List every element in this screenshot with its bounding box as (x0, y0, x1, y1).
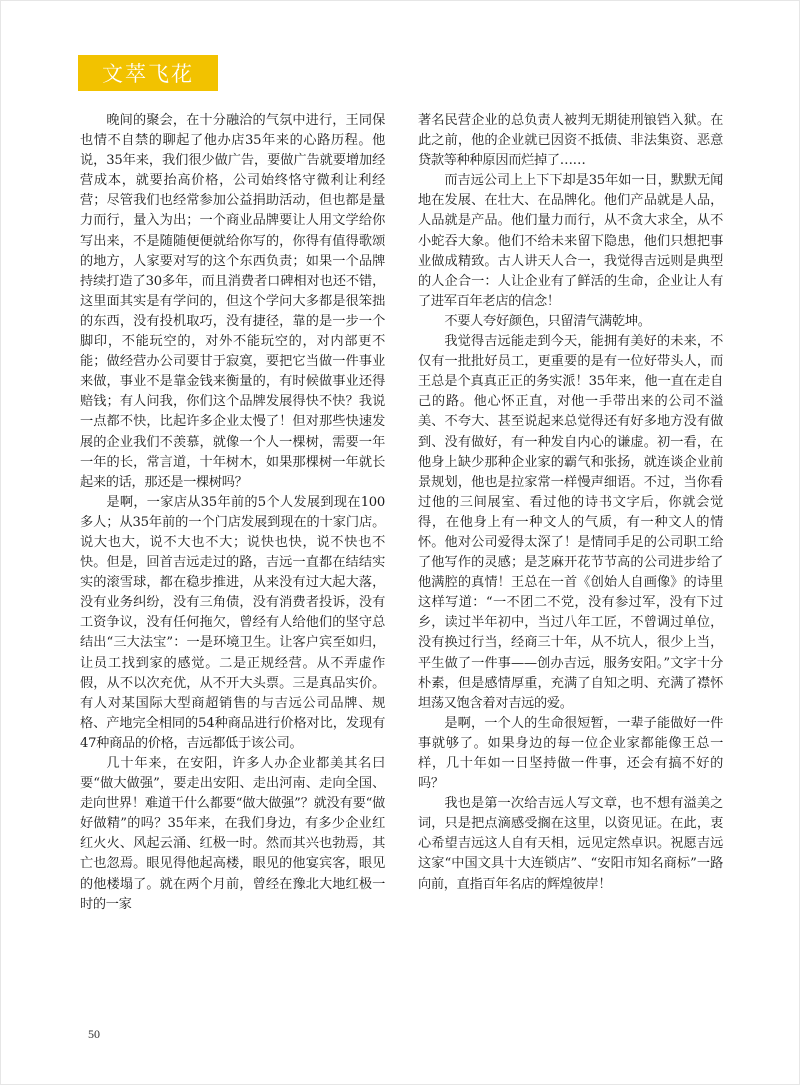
article-right-column (418, 111, 723, 895)
paragraph: 而吉远公司上上下下却是35年如一日，默默无闻地在发展、在壮大、在品牌化。他们产品就是人品，人品就是产品。他们量力而行，从不贪大求全，从不小蛇吞大象。他们不给未来留下隐患，他们只想把事业做成精致。古人讲天人合一，我觉得吉远则是典型的人企合一：人让企业有了鲜活的生命，企业让人有了进军百年老店的信念！ (418, 173, 723, 309)
page-number: 50 (88, 1027, 100, 1041)
paragraph: 我觉得吉远能走到今天，能拥有美好的未来，不仅有一批批好员工，更重要的是有一位好带头人，而王总是个真真正正的务实派！35年来，他一直在走自己的路。他心怀正直，对他一手带出来的公司不溢美、不夸大、甚至说起来总觉得还有好多地方没有做到、没有做好，有一种发自内心的谦虚。初一看，在他身上缺少那种企业家的霸气和张扬，就连谈企业前景规划，他也是拉家常一样慢声细语。不过，当你看过他的三间展室、看过他的诗书文字后，你就会觉得，在他身上有一种文人的气质，有一种文人的情怀。他对公司爱得太深了！是情同手足的公司职工给了他写作的灵感；是芝麻开花节节高的公司进步给了他满腔的真情！王总在一首《创始人自画像》的诗里这样写道：“一不团二不党，没有参过军，没有下过乡，读过半年初中，当过八年工匠，不曾调过单位，没有换过行当，经商三十年，从不坑人，很少上当，平生做了一件事——创办吉远，服务安阳。”文字十分朴素，但是感情厚重，充满了自知之明、充满了襟怀坦荡又饱含着对吉远的爱。 (418, 334, 723, 711)
section-banner (78, 55, 218, 91)
paragraph: 是啊，一家店从35年前的5个人发展到现在100多人；从35年前的一个门店发展到现在的十家门店。说大也大，说不大也不大；说快也快，说不快也不快。但是，回首吉远走过的路，吉远一直都在结结实实的滚雪球，都在稳步推进，从来没有过大起大落，没有业务纠纷，没有三角债，没有消费者投诉，没有工资争议，没有任何拖欠，曾经有人给他们的坚守总结出“三大法宝”：一是环境卫生。让客户宾至如归，让员工找到家的感觉。二是正规经营。从不弄虚作假，从不以次充优，从不开大头票。三是真品实价。有人对某国际大型商超销售的与吉远公司品牌、规格、产地完全相同的54种商品进行价格对比，发现有47种商品的价格，吉远都低于该公司。 (80, 494, 385, 751)
paragraph: 几十年来，在安阳，许多人办企业都美其名曰要“做大做强”，要走出安阳、走出河南、走向全国、走向世界！难道干什么都要“做大做强”？就没有要“做好做精”的吗？35年来，在我们身边，有多少企业红红火火、风起云涌、红极一时。然而其兴也勃焉，其亡也忽焉。眼见得他起高楼，眼见的他宴宾客，眼见的他楼塌了。就在两个月前，曾经在豫北大地红极一时的一家 (80, 756, 385, 912)
article-left-column (80, 111, 385, 915)
paragraph: 不要人夸好颜色，只留清气满乾坤。 (444, 313, 651, 329)
paragraph: 晚间的聚会，在十分融洽的气氛中进行，王同保也情不自禁的聊起了他办店35年来的心路历程。他说，35年来，我们很少做广告，要做广告就要增加经营成本，就要抬高价格，公司始终恪守微利让利经营；尽管我们也经常参加公益捐助活动，但也都是量力而行，量入为出；一个商业品牌要让人用文学给你写出来，不是随随便便就给你写的，你得有值得歌颂的地方，人家要对写的这个东西负责；如果一个品牌持续打造了30多年，而且消费者口碑相对也还不错，这里面其实是有学问的，但这个学问大多都是很笨拙的东西，没有投机取巧，没有捷径，靠的是一步一个脚印，不能玩空的，对外不能玩空的，对内部更不能；做经营办公司要甘于寂寞，要把它当做一件事业来做，事业不是靠金钱来衡量的，有时候做事业还得赔钱；有人问我，你们这个品牌发展得快不快？我说一点都不快，比起许多企业太慢了！但对那些快速发展的企业我们不羡慕，就像一个人一棵树，需要一年一年的长，常言道，十年树木，如果那棵树一年就长起来的话，那还是一棵树吗？ (80, 113, 385, 490)
section-title: 文萃飞花 (102, 62, 194, 86)
paragraph-continued: 著名民营企业的总负责人被判无期徒刑锒铛入狱。在此之前，他的企业就已因资不抵债、非法集资、恶意贷款等种种原因而烂掉了…… (418, 113, 723, 169)
paragraph: 我也是第一次给吉远人写文章，也不想有溢美之词，只是把点滴感受搁在这里，以资见证。在此，衷心希望吉远这人自有天相，远见定然卓识。祝愿吉远这家“中国文具十大连锁店”、“安阳市知名商标”一路向前，直指百年名店的辉煌彼岸！ (418, 796, 723, 892)
paragraph: 是啊，一个人的生命很短暂，一辈子能做好一件事就够了。如果身边的每一位企业家都能像王总一样，几十年如一日坚持做一件事，还会有搞不好的吗？ (418, 715, 723, 792)
